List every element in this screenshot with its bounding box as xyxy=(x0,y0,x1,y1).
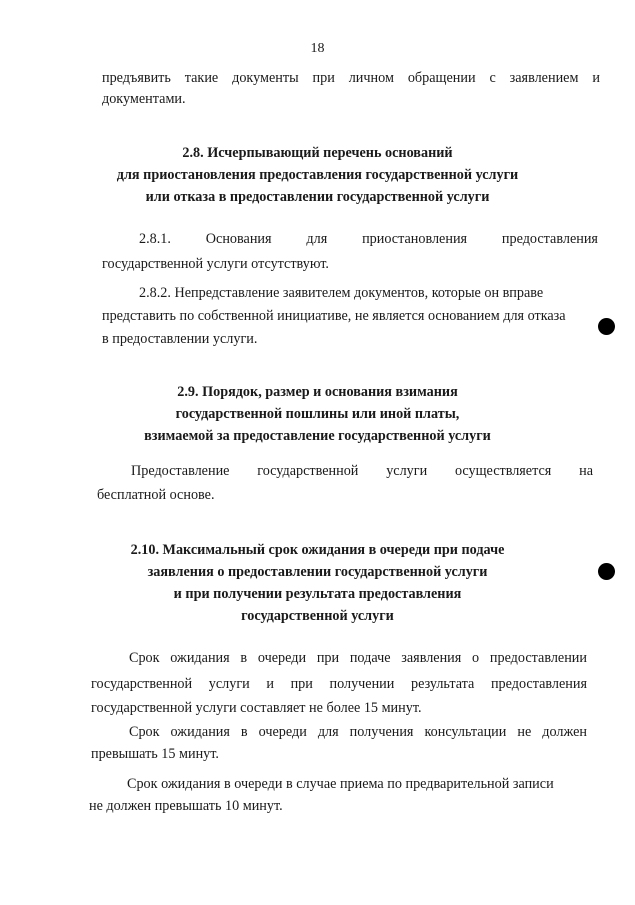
section-2-8-heading xyxy=(0,142,635,208)
word: заявлением xyxy=(509,70,579,86)
punch-hole-upper xyxy=(598,318,615,335)
para-2-10-1-line-2 xyxy=(91,674,587,694)
word: получения xyxy=(349,724,414,740)
word: на xyxy=(579,463,593,479)
page-number: 18 xyxy=(310,41,325,56)
word: подаче xyxy=(349,650,391,666)
word: и xyxy=(592,70,600,86)
section-2-10-heading-line-3: и при получении результата предоставления xyxy=(173,586,462,602)
word: предоставления xyxy=(490,676,587,692)
para-2-8-1-line-1 xyxy=(139,229,598,249)
para-2-10-2-line-1 xyxy=(129,722,587,742)
word: консультации xyxy=(424,724,507,740)
punch-hole-lower xyxy=(598,563,615,580)
para-2-10-3-line-1: Срок ожидания в очереди в случае приема по предварительной записи xyxy=(127,776,554,792)
section-2-8-heading-line-2: для приостановления предоставления государственной услуги xyxy=(116,167,519,183)
para-2-10-2-line-2: превышать 15 минут. xyxy=(91,746,219,762)
word: в xyxy=(240,650,248,666)
word: обращении xyxy=(407,70,476,86)
word: очереди xyxy=(258,724,307,740)
para-2-8-1-line-2: государственной услуги отсутствуют. xyxy=(102,256,329,272)
word: Предоставление xyxy=(131,463,230,479)
word: Срок xyxy=(129,724,160,740)
para-2-9-line-1 xyxy=(131,461,593,481)
word: очереди xyxy=(257,650,307,666)
word: 2.8.1. xyxy=(139,231,171,247)
word: должен xyxy=(542,724,587,740)
word: услуги xyxy=(386,463,428,479)
word: для xyxy=(317,724,339,740)
word: результата xyxy=(411,676,475,692)
section-2-9-heading-line-3: взимаемой за предоставление государственной услуги xyxy=(144,428,491,444)
word: Срок xyxy=(129,650,160,666)
word: предъявить xyxy=(102,70,171,86)
para-2-8-2-line-2: представить по собственной инициативе, не является основанием для отказа xyxy=(102,308,566,324)
para-2-10-1-line-3: государственной услуги составляет не более 15 минут. xyxy=(91,700,422,716)
word: документы xyxy=(232,70,299,86)
section-2-10-heading-line-1: 2.10. Максимальный срок ожидания в очереди при подаче xyxy=(130,542,505,558)
word: Основания xyxy=(205,231,272,247)
word: услуги xyxy=(208,676,250,692)
para-2-9-line-2: бесплатной основе. xyxy=(97,487,215,503)
para-2-8-2-line-3: в предоставлении услуги. xyxy=(102,331,258,347)
word: с xyxy=(489,70,496,86)
word: предоставлении xyxy=(489,650,587,666)
section-2-9-heading-line-1: 2.9. Порядок, размер и основания взимания xyxy=(177,384,458,400)
word: личном xyxy=(348,70,394,86)
section-2-9-heading xyxy=(0,381,635,447)
word: ожидания xyxy=(170,724,230,740)
para-2-10-3-line-2: не должен превышать 10 минут. xyxy=(89,798,283,814)
word: предоставления xyxy=(501,231,598,247)
word: осуществляется xyxy=(454,463,552,479)
word: при xyxy=(312,70,335,86)
word: получении xyxy=(329,676,395,692)
section-2-8-heading-line-1: 2.8. Исчерпывающий перечень оснований xyxy=(182,145,453,161)
section-2-8-heading-line-3: или отказа в предоставлении государственной услуги xyxy=(145,189,490,205)
word: и xyxy=(266,676,274,692)
word: не xyxy=(517,724,532,740)
word: заявления xyxy=(401,650,462,666)
word: о xyxy=(472,650,480,666)
intro-line-2: документами. xyxy=(102,91,186,107)
word: при xyxy=(290,676,313,692)
section-2-10-heading xyxy=(0,539,635,627)
section-2-10-heading-line-2: заявления о предоставлении государственной услуги xyxy=(147,564,488,580)
word: в xyxy=(240,724,248,740)
word: государственной xyxy=(91,676,193,692)
word: такие xyxy=(184,70,219,86)
word: государственной xyxy=(257,463,359,479)
word: ожидания xyxy=(170,650,230,666)
section-2-10-heading-line-4: государственной услуги xyxy=(241,608,394,624)
word: приостановления xyxy=(362,231,468,247)
word: при xyxy=(316,650,340,666)
intro-line-1 xyxy=(102,68,600,88)
section-2-9-heading-line-2: государственной пошлины или иной платы, xyxy=(175,406,460,422)
word: для xyxy=(306,231,328,247)
para-2-10-1-line-1 xyxy=(129,648,587,668)
para-2-8-2-line-1: 2.8.2. Непредставление заявителем документов, которые он вправе xyxy=(139,285,544,301)
